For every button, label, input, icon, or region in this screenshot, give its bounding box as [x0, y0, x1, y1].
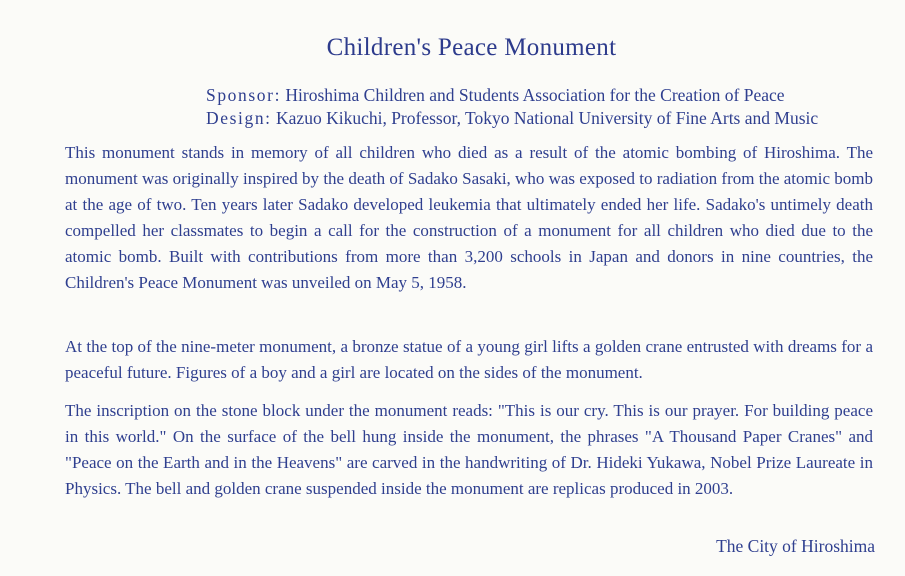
paragraph-inscription: The inscription on the stone block under the monument reads: "This is our cry. This is our prayer. For building peace in this world." On the surface of the bell hung inside the monument, the phrases "A Thousand Paper Cranes" and "Peace on the Earth and in the Heavens" are carved in the handwriting of Dr. Hideki Yukawa, Nobel Prize Laureate in Physics. The bell and golden crane suspended inside the monument are replicas produced in 2003.: [65, 401, 873, 498]
plaque-title: Children's Peace Monument: [326, 34, 617, 61]
sponsor-line: [206, 84, 876, 107]
sponsor-value: Hiroshima Children and Students Association for the Creation of Peace: [285, 85, 785, 105]
credits-block: [206, 84, 876, 130]
design-line: [206, 107, 876, 130]
paragraph-statue: At the top of the nine-meter monument, a bronze statue of a young girl lifts a golden crane entrusted with dreams for a peaceful future. Figures of a boy and a girl are located on the sides of the monument.: [65, 337, 873, 382]
signature: The City of Hiroshima: [716, 536, 875, 556]
design-label: Design:: [206, 108, 272, 128]
design-value: Kazuo Kikuchi, Professor, Tokyo National University of Fine Arts and Music: [276, 108, 819, 128]
sponsor-label: Sponsor:: [206, 85, 282, 105]
paragraph-history: This monument stands in memory of all children who died as a result of the atomic bombing of Hiroshima. The monument was originally inspired by the death of Sadako Sasaki, who was exposed to radiation from the atomic bomb at the age of two. Ten years later Sadako developed leukemia that ultimately ended her life. Sadako's untimely death compelled her classmates to begin a call for the construction of a monument for all children who died due to the atomic bomb. Built with contributions from more than 3,200 schools in Japan and donors in nine countries, the Children's Peace Monument was unveiled on May 5, 1958.: [65, 143, 873, 292]
